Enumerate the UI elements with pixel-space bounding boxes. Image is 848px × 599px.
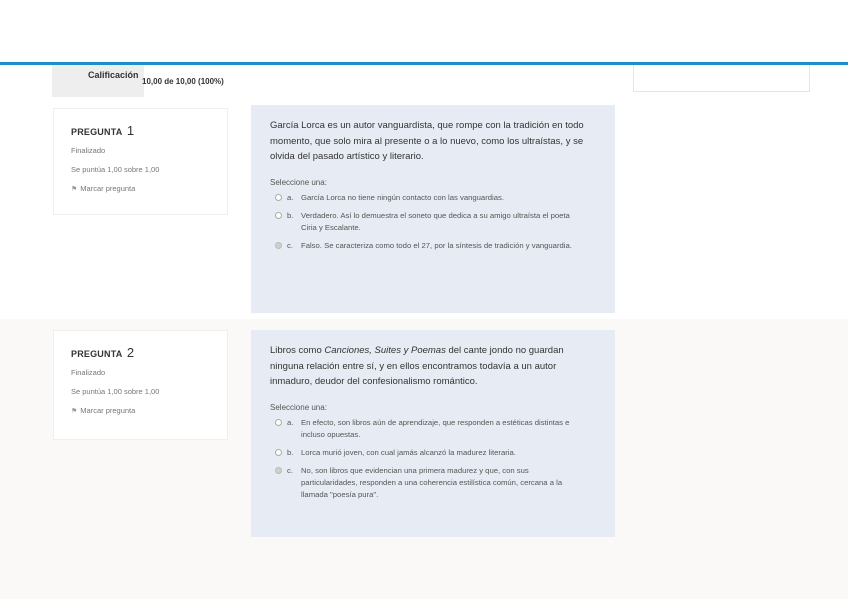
flag-icon[interactable]: ⚑ [71,408,78,415]
answer-option-a[interactable] [270,192,597,204]
radio-button-selected[interactable] [275,467,282,474]
question-text-start: Libros como [270,345,325,356]
question-text: García Lorca es un autor vanguardista, que rompe con la tradición en todo momento, que solo mira al presente o a lo nuevo, como los ultraístas, y se olvida del pasado artístico y literario. [270,120,584,162]
question-text-titles: Canciones, Suites y Poemas [324,345,446,356]
radio-button-selected[interactable] [275,242,282,249]
question-text-end: del cante jondo no guardan ninguna relación entre sí, y en ellos encontramos todavía a un autor inmaduro, deudor del confesionalismo romántico. [270,345,564,387]
flag-question-label[interactable]: Marcar pregunta [80,406,136,415]
flag-question-link[interactable] [71,184,227,193]
grade-value: 10,00 de 10,00 (100%) [142,77,224,86]
grade-label: Calificación [88,70,139,80]
question-state: Finalizado [71,368,106,377]
flag-question-link[interactable] [71,406,227,415]
answer-text[interactable]: García Lorca no tiene ningún contacto con las vanguardias. [301,192,504,202]
answer-letter: b. [287,447,294,457]
answer-text[interactable]: En efecto, son libros aún de aprendizaje, que responden a estéticas distintas e incluso opuestas. [301,417,570,439]
radio-button[interactable] [275,194,282,201]
question-1-content [251,105,615,313]
flag-question-label[interactable]: Marcar pregunta [80,184,136,193]
answer-prompt: Seleccione una: [270,402,327,412]
answer-letter: a. [287,417,294,427]
answer-text[interactable]: Falso. Se caracteriza como todo el 27, por la síntesis de tradición y vanguardia. [301,240,572,250]
answer-text[interactable]: Verdadero. Así lo demuestra el soneto que dedica a su amigo ultraísta el poeta Ciria y Escalante. [301,210,570,232]
answer-text[interactable]: Lorca murió joven, con cual jamás alcanzó la madurez literaria. [301,447,516,457]
question-1-title [71,123,227,138]
question-label: PREGUNTA [71,349,123,359]
answer-option-b[interactable] [270,447,597,459]
answer-letter: a. [287,192,294,202]
answer-option-a[interactable] [270,417,597,441]
answer-letter: c. [287,465,293,475]
answer-list [270,417,597,501]
radio-button[interactable] [275,449,282,456]
question-points: Se puntúa 1,00 sobre 1,00 [71,165,160,174]
question-2-info [53,330,228,440]
question-2-content [251,330,615,537]
answer-option-b[interactable] [270,210,597,234]
question-2-title [71,345,227,360]
answer-list [270,192,597,252]
answer-text[interactable]: No, son libros que evidencian una primera madurez y que, con sus particularidades, responden a una coherencia estilística común, cercana a la llamada "poesía pura". [301,465,563,499]
flag-icon[interactable]: ⚑ [71,186,78,193]
question-state: Finalizado [71,146,106,155]
question-text [270,343,597,390]
answer-letter: c. [287,240,293,250]
radio-button[interactable] [275,419,282,426]
question-number: 1 [126,123,135,138]
radio-button[interactable] [275,212,282,219]
question-number: 2 [126,345,135,360]
answer-option-c[interactable] [270,465,597,501]
top-navbar [0,0,848,62]
answer-option-c[interactable] [270,240,597,252]
question-label: PREGUNTA [71,127,123,137]
question-points: Se puntúa 1,00 sobre 1,00 [71,387,160,396]
quiz-navigation-panel [633,65,810,92]
question-1-info [53,108,228,215]
answer-prompt: Seleccione una: [270,177,327,187]
answer-letter: b. [287,210,294,220]
